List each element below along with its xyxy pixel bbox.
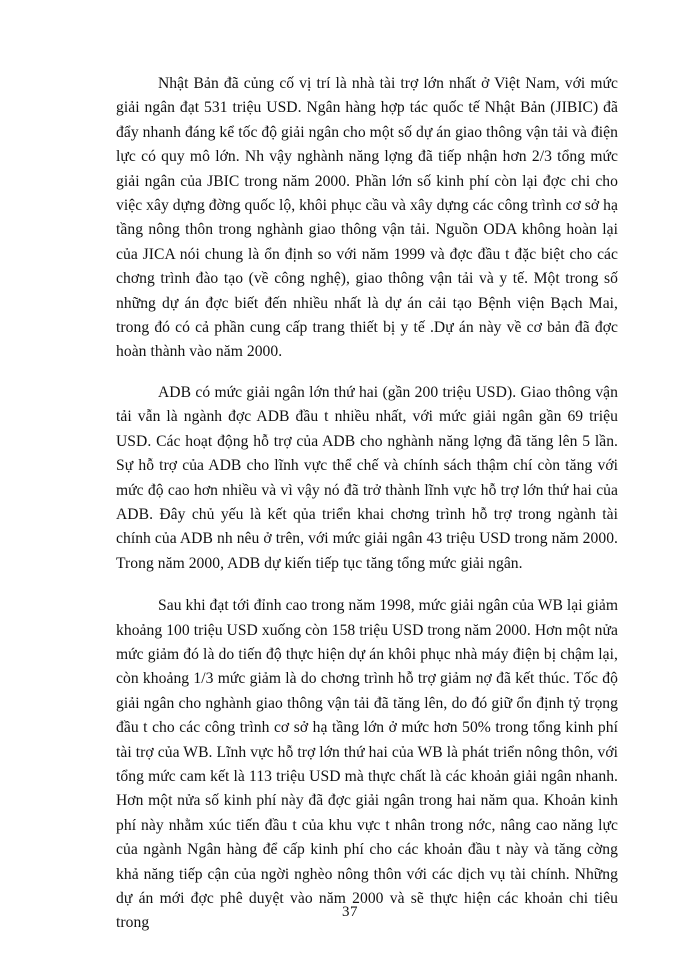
paragraph-wb-disbursement: Sau khi đạt tới đỉnh cao trong năm 1998, mức giải ngân của WB lại giảm khoảng 100 triệu USD xuống còn 158 triệu USD trong năm 2000. Hơn một nửa mức giảm đó là do tiến độ thực hiện dự án khôi phục nhà máy điện bị chậm lại, còn khoảng 1/3 mức giảm là do chơng trình hỗ trợ giảm nợ đã kết thúc. Tốc độ giải ngân cho nghành giao thông vận tải đã tăng lên, do đó giữ ổn định tỷ trọng đầu t cho các công trình cơ sở hạ tầng lớn ở mức hơn 50% trong tổng kinh phí tài trợ của WB. Lĩnh vực hỗ trợ lớn thứ hai của WB là phát triển nông thôn, với tổng mức cam kết là 113 triệu USD mà thực chất là các khoản giải ngân nhanh. Hơn một nửa số kinh phí này đã đợc giải ngân trong hai năm qua. Khoản kinh phí này nhằm xúc tiến đầu t của khu vực t nhân trong nớc, nâng cao năng lực của ngành Ngân hàng để cấp kinh phí cho các khoản đầu t này và tăng cờng khả năng tiếp cận của ngời nghèo nông thôn với các dịch vụ tài chính. Những dự án mới đợc phê duyệt vào năm 2000 và sẽ thực hiện các khoản chi tiêu trong [116,597,618,932]
paragraph-japan-oda: Nhật Bản đã củng cố vị trí là nhà tài trợ lớn nhất ở Việt Nam, với mức giải ngân đạt 531 triệu USD. Ngân hàng hợp tác quốc tế Nhật Bản (JIBIC) đã đẩy nhanh đáng kể tốc độ giải ngân cho một số dự án giao thông vận tải và điện lực có quy mô lớn. Nh vậy nghành năng lợng đã tiếp nhận hơn 2/3 tổng mức giải ngân của JBIC trong năm 2000. Phần lớn số kinh phí còn lại đợc chi cho việc xây dựng đờng quốc lộ, khôi phục cầu và xây dựng các công trình cơ sở hạ tầng nông thôn trong nghành giao thông vận tải. Nguồn ODA không hoàn lại của JICA nói chung là ổn định so với năm 1999 và đợc đầu t đặc biệt cho các chơng trình đào tạo (về công nghệ), giao thông vận tải và y tế. Một trong số những dự án đợc biết đến nhiều nhất là dự án cải tạo Bệnh viện Bạch Mai, trong đó có cả phần cung cấp trang thiết bị y tế .Dự án này về cơ bản đã đợc hoàn thành vào năm 2000. [116,75,618,361]
paragraph-adb-disbursement: ADB có mức giải ngân lớn thứ hai (gần 200 triệu USD). Giao thông vận tải vẫn là ngành đợc ADB đầu t nhiều nhất, với mức giải ngân gần 69 triệu USD. Các hoạt động hỗ trợ của ADB cho nghành năng lợng đã tăng lên 5 lần. Sự hỗ trợ của ADB cho lĩnh vực thể chế và chính sách thậm chí còn tăng với mức độ cao hơn nhiều và vì vậy nó đã trở thành lĩnh vực hỗ trợ lớn thứ hai của ADB. Đây chủ yếu là kết qủa triển khai chơng trình hỗ trợ trong ngành tài chính của ADB nh nêu ở trên, với mức giải ngân 43 triệu USD trong năm 2000. Trong năm 2000, ADB dự kiến tiếp tục tăng tổng mức giải ngân. [116,383,618,572]
page-number: 37 [342,904,358,920]
